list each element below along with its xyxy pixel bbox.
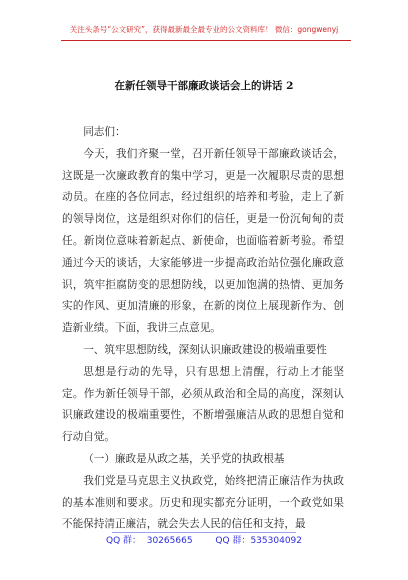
document-body — [62, 122, 344, 536]
header-divider — [61, 40, 351, 41]
subsection-heading: （一）廉政是从政之基，关乎党的执政根基 — [83, 452, 285, 465]
body-paragraph: 我们党是马克思主义执政党，始终把清正廉洁作为执政的基本准则和要求。历史和现实都充分证明，一个政党如果不能保持清正廉洁，就会失去人民的信任和支持，最 — [62, 474, 344, 531]
section-heading: 一、筑牢思想防线，深刻认识廉政建设的极端重要性 — [83, 343, 327, 356]
body-paragraph: 思想是行动的先导，只有思想上清醒，行动上才能坚定。作为新任领导干部，必须从政治和全局的高度，深刻认识廉政建设的极端重要性，不断增强廉洁从政的思想自觉和行动自觉。 — [62, 365, 344, 444]
document-title: 在新任领导干部廉政谈话会上的讲话 2 — [114, 80, 294, 92]
header-banner: 关注头条号“公文研究”，获得最新最全最专业的公文资料库！ 微信：gongwenyj — [69, 25, 339, 34]
salutation: 同志们： — [83, 126, 126, 138]
body-paragraph: 今天，我们齐聚一堂，召开新任领导干部廉政谈话会，这既是一次廉政教育的集中学习，更是一次履职尽责的思想动员。在座的各位同志，经过组织的培养和考验，走上了新的领导岗位，这是组织对你们的信任，更是一份沉甸甸的责任。新岗位意味着新起点、新使命，也面临着新考验。希望通过今天的谈话，大家能够进一步提高政治站位强化廉政意识，筑牢拒腐防变的思想防线，以更加饱满的热情、更加务实的作风、更加清廉的形象，在新的岗位上展现新作为、创造新业绩。下面，我讲三点意见。 — [62, 147, 344, 335]
footer-contact: QQ 群： 30265665 QQ 群：535304092 — [105, 536, 302, 546]
